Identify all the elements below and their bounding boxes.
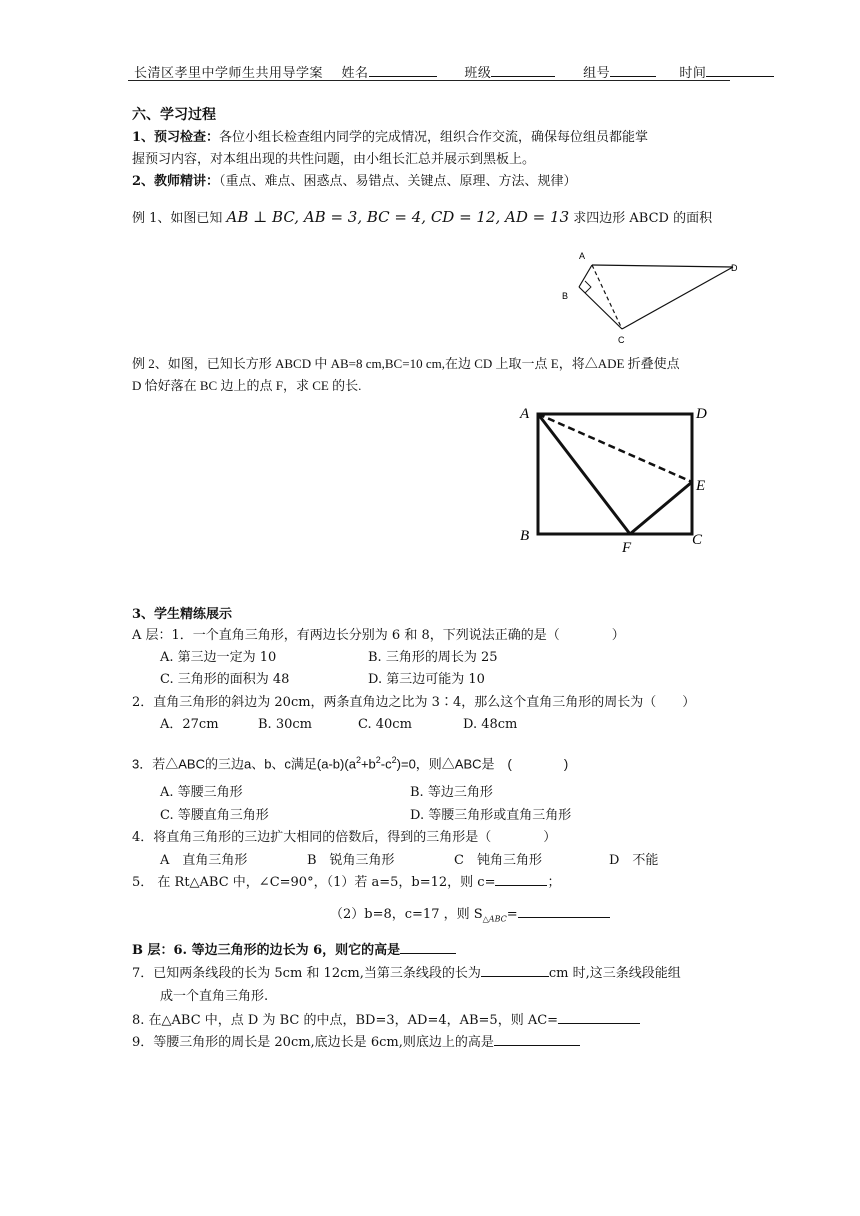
name-label: 姓名 bbox=[341, 66, 369, 81]
class-blank bbox=[491, 64, 555, 77]
q7-line2: 成一个直角三角形. bbox=[160, 989, 269, 1004]
label-f: F bbox=[622, 540, 632, 556]
preview-check-text: 各位小组长检查组内同学的完成情况，组织合作交流，确保每位组员都能掌 bbox=[219, 130, 649, 145]
class-label: 班级 bbox=[464, 66, 492, 81]
time-label: 时间 bbox=[679, 66, 707, 81]
q1-stem: A 层：1．一个直角三角形，有两边长分别为 6 和 8，下列说法正确的是（ ） bbox=[132, 628, 625, 643]
q4-option-a: A 直角三角形 bbox=[160, 853, 248, 868]
q7-text-b: cm 时,这三条线段能组 bbox=[548, 966, 681, 981]
q9-line bbox=[132, 1032, 580, 1053]
segment-fe bbox=[630, 482, 692, 534]
q3-sup-1: 2 bbox=[355, 755, 361, 765]
edge-ad bbox=[592, 265, 733, 267]
teacher-explain-text: （重点、难点、困惑点、易错点、关键点、原理、方法、规律） bbox=[219, 174, 577, 189]
q3-sup-2: 2 bbox=[375, 755, 381, 765]
label-c: C bbox=[692, 532, 703, 548]
q8-blank[interactable] bbox=[558, 1011, 640, 1024]
example2-line1: 例 2、如图，已知长方形 ABCD 中 AB=8 cm,BC=10 cm,在边 CD 上取一点 E，将△ADE 折叠使点 bbox=[132, 356, 680, 371]
fold-line-ae bbox=[538, 414, 692, 482]
q2-option-d: D. 48cm bbox=[463, 717, 518, 732]
example1-figure bbox=[555, 245, 755, 345]
q2-option-c: C. 40cm bbox=[358, 717, 412, 732]
q2-option-a: A．27cm bbox=[160, 717, 219, 732]
preview-check-line2: 握预习内容，对本组出现的共性问题，由小组长汇总并展示到黑板上。 bbox=[132, 152, 536, 167]
header-divider bbox=[128, 80, 730, 81]
q3-option-d: D. 等腰三角形或直角三角形 bbox=[410, 808, 572, 823]
edge-cd bbox=[622, 267, 733, 329]
label-a: A bbox=[520, 406, 530, 422]
q3-option-c: C. 等腰直角三角形 bbox=[160, 808, 269, 823]
preview-check-title: 1、预习检查： bbox=[132, 130, 220, 145]
q8-text: 8. 在△ABC 中，点 D 为 BC 的中点，BD=3，AD=4，AB=5，则 AC= bbox=[132, 1013, 559, 1028]
q3-text-b: +b bbox=[360, 756, 376, 772]
example1-suffix: 求四边形 ABCD 的面积 bbox=[573, 211, 713, 226]
q7-text-a: 7．已知两条线段的长为 5cm 和 12cm,当第三条线段的长为 bbox=[132, 966, 481, 981]
time-blank bbox=[706, 64, 774, 77]
q4-option-d: D 不能 bbox=[609, 853, 659, 868]
q6-text: B 层：6. 等边三角形的边长为 6，则它的高是 bbox=[132, 943, 401, 958]
example1-prefix: 例 1、如图已知 bbox=[132, 211, 223, 226]
q7-blank[interactable] bbox=[481, 964, 549, 977]
q3-option-a: A. 等腰三角形 bbox=[160, 785, 243, 800]
group-label: 组号 bbox=[583, 66, 611, 81]
q1-option-b: B. 三角形的周长为 25 bbox=[368, 650, 498, 665]
section-title: 六、学习过程 bbox=[132, 107, 216, 123]
preview-check-line1 bbox=[132, 127, 648, 148]
diagonal-ac bbox=[592, 265, 622, 329]
q3-text-d: )=0，则△ABC是 ( ) bbox=[396, 756, 569, 772]
q5-eq: = bbox=[506, 907, 518, 922]
edge-bc bbox=[579, 287, 622, 329]
q7-line1 bbox=[132, 963, 681, 984]
label-b: B bbox=[520, 528, 530, 544]
school-name: 长清区孝里中学师生共用导学案 bbox=[134, 66, 324, 81]
right-angle-mark bbox=[585, 281, 591, 293]
q2-option-b: B. 30cm bbox=[258, 717, 312, 732]
name-blank bbox=[369, 64, 437, 77]
teacher-explain-line bbox=[132, 171, 577, 192]
example2-line2: D 恰好落在 BC 边上的点 F，求 CE 的长. bbox=[132, 378, 362, 393]
practice-title: 3、学生精练展示 bbox=[132, 607, 233, 622]
label-a: A bbox=[579, 251, 586, 261]
teacher-explain-title: 2、教师精讲： bbox=[132, 174, 220, 189]
q1-option-d: D. 第三边可能为 10 bbox=[368, 672, 485, 687]
q3-stem bbox=[132, 750, 568, 774]
q1-option-c: C. 三角形的面积为 48 bbox=[160, 672, 290, 687]
segment-af bbox=[538, 414, 630, 534]
label-d: D bbox=[731, 263, 738, 273]
q5-part2-text: （2）b=8，c=17 ，则 S bbox=[330, 907, 483, 922]
q3-text-a: 3．若△ABC的三边a、b、c满足(a-b)(a bbox=[132, 756, 356, 772]
q6-blank[interactable] bbox=[400, 941, 456, 954]
group-blank bbox=[610, 64, 656, 77]
page-header bbox=[134, 62, 774, 81]
q6-line bbox=[132, 940, 456, 961]
q1-option-a: A. 第三边一定为 10 bbox=[160, 650, 277, 665]
q5-part2 bbox=[330, 904, 610, 930]
q5-blank-area[interactable] bbox=[518, 905, 610, 918]
example2-figure bbox=[510, 398, 730, 558]
q5-blank-c[interactable] bbox=[495, 873, 547, 886]
q3-option-b: B. 等边三角形 bbox=[410, 785, 493, 800]
q5-tail: ； bbox=[547, 875, 561, 890]
q9-text: 9．等腰三角形的周长是 20cm,底边长是 6cm,则底边上的高是 bbox=[132, 1035, 494, 1050]
label-e: E bbox=[696, 478, 706, 494]
q4-option-c: C 钝角三角形 bbox=[454, 853, 542, 868]
q5-text: 5． 在 Rt△ABC 中，∠C=90°，（1）若 a=5，b=12，则 c= bbox=[132, 875, 496, 890]
q3-sup-3: 2 bbox=[391, 755, 397, 765]
q5-part1 bbox=[132, 872, 560, 893]
example1-text bbox=[132, 207, 712, 229]
label-d: D bbox=[696, 406, 707, 422]
example1-formula: AB ⊥ BC, AB = 3, BC = 4, CD = 12, AD = 13 bbox=[226, 208, 570, 226]
q3-text-c: -c bbox=[380, 756, 392, 772]
label-b: B bbox=[562, 291, 569, 301]
label-c: C bbox=[618, 335, 625, 345]
q5-subscript: △ABC bbox=[482, 914, 507, 924]
q2-stem: 2．直角三角形的斜边为 20cm，两条直角边之比为 3∶4，那么这个直角三角形的周长为（ ） bbox=[132, 695, 696, 710]
q4-option-b: B 锐角三角形 bbox=[307, 853, 395, 868]
q4-stem: 4．将直角三角形的三边扩大相同的倍数后，得到的三角形是（ ） bbox=[132, 830, 557, 845]
edge-ab bbox=[579, 265, 592, 287]
q8-line bbox=[132, 1010, 640, 1031]
q9-blank[interactable] bbox=[494, 1033, 580, 1046]
